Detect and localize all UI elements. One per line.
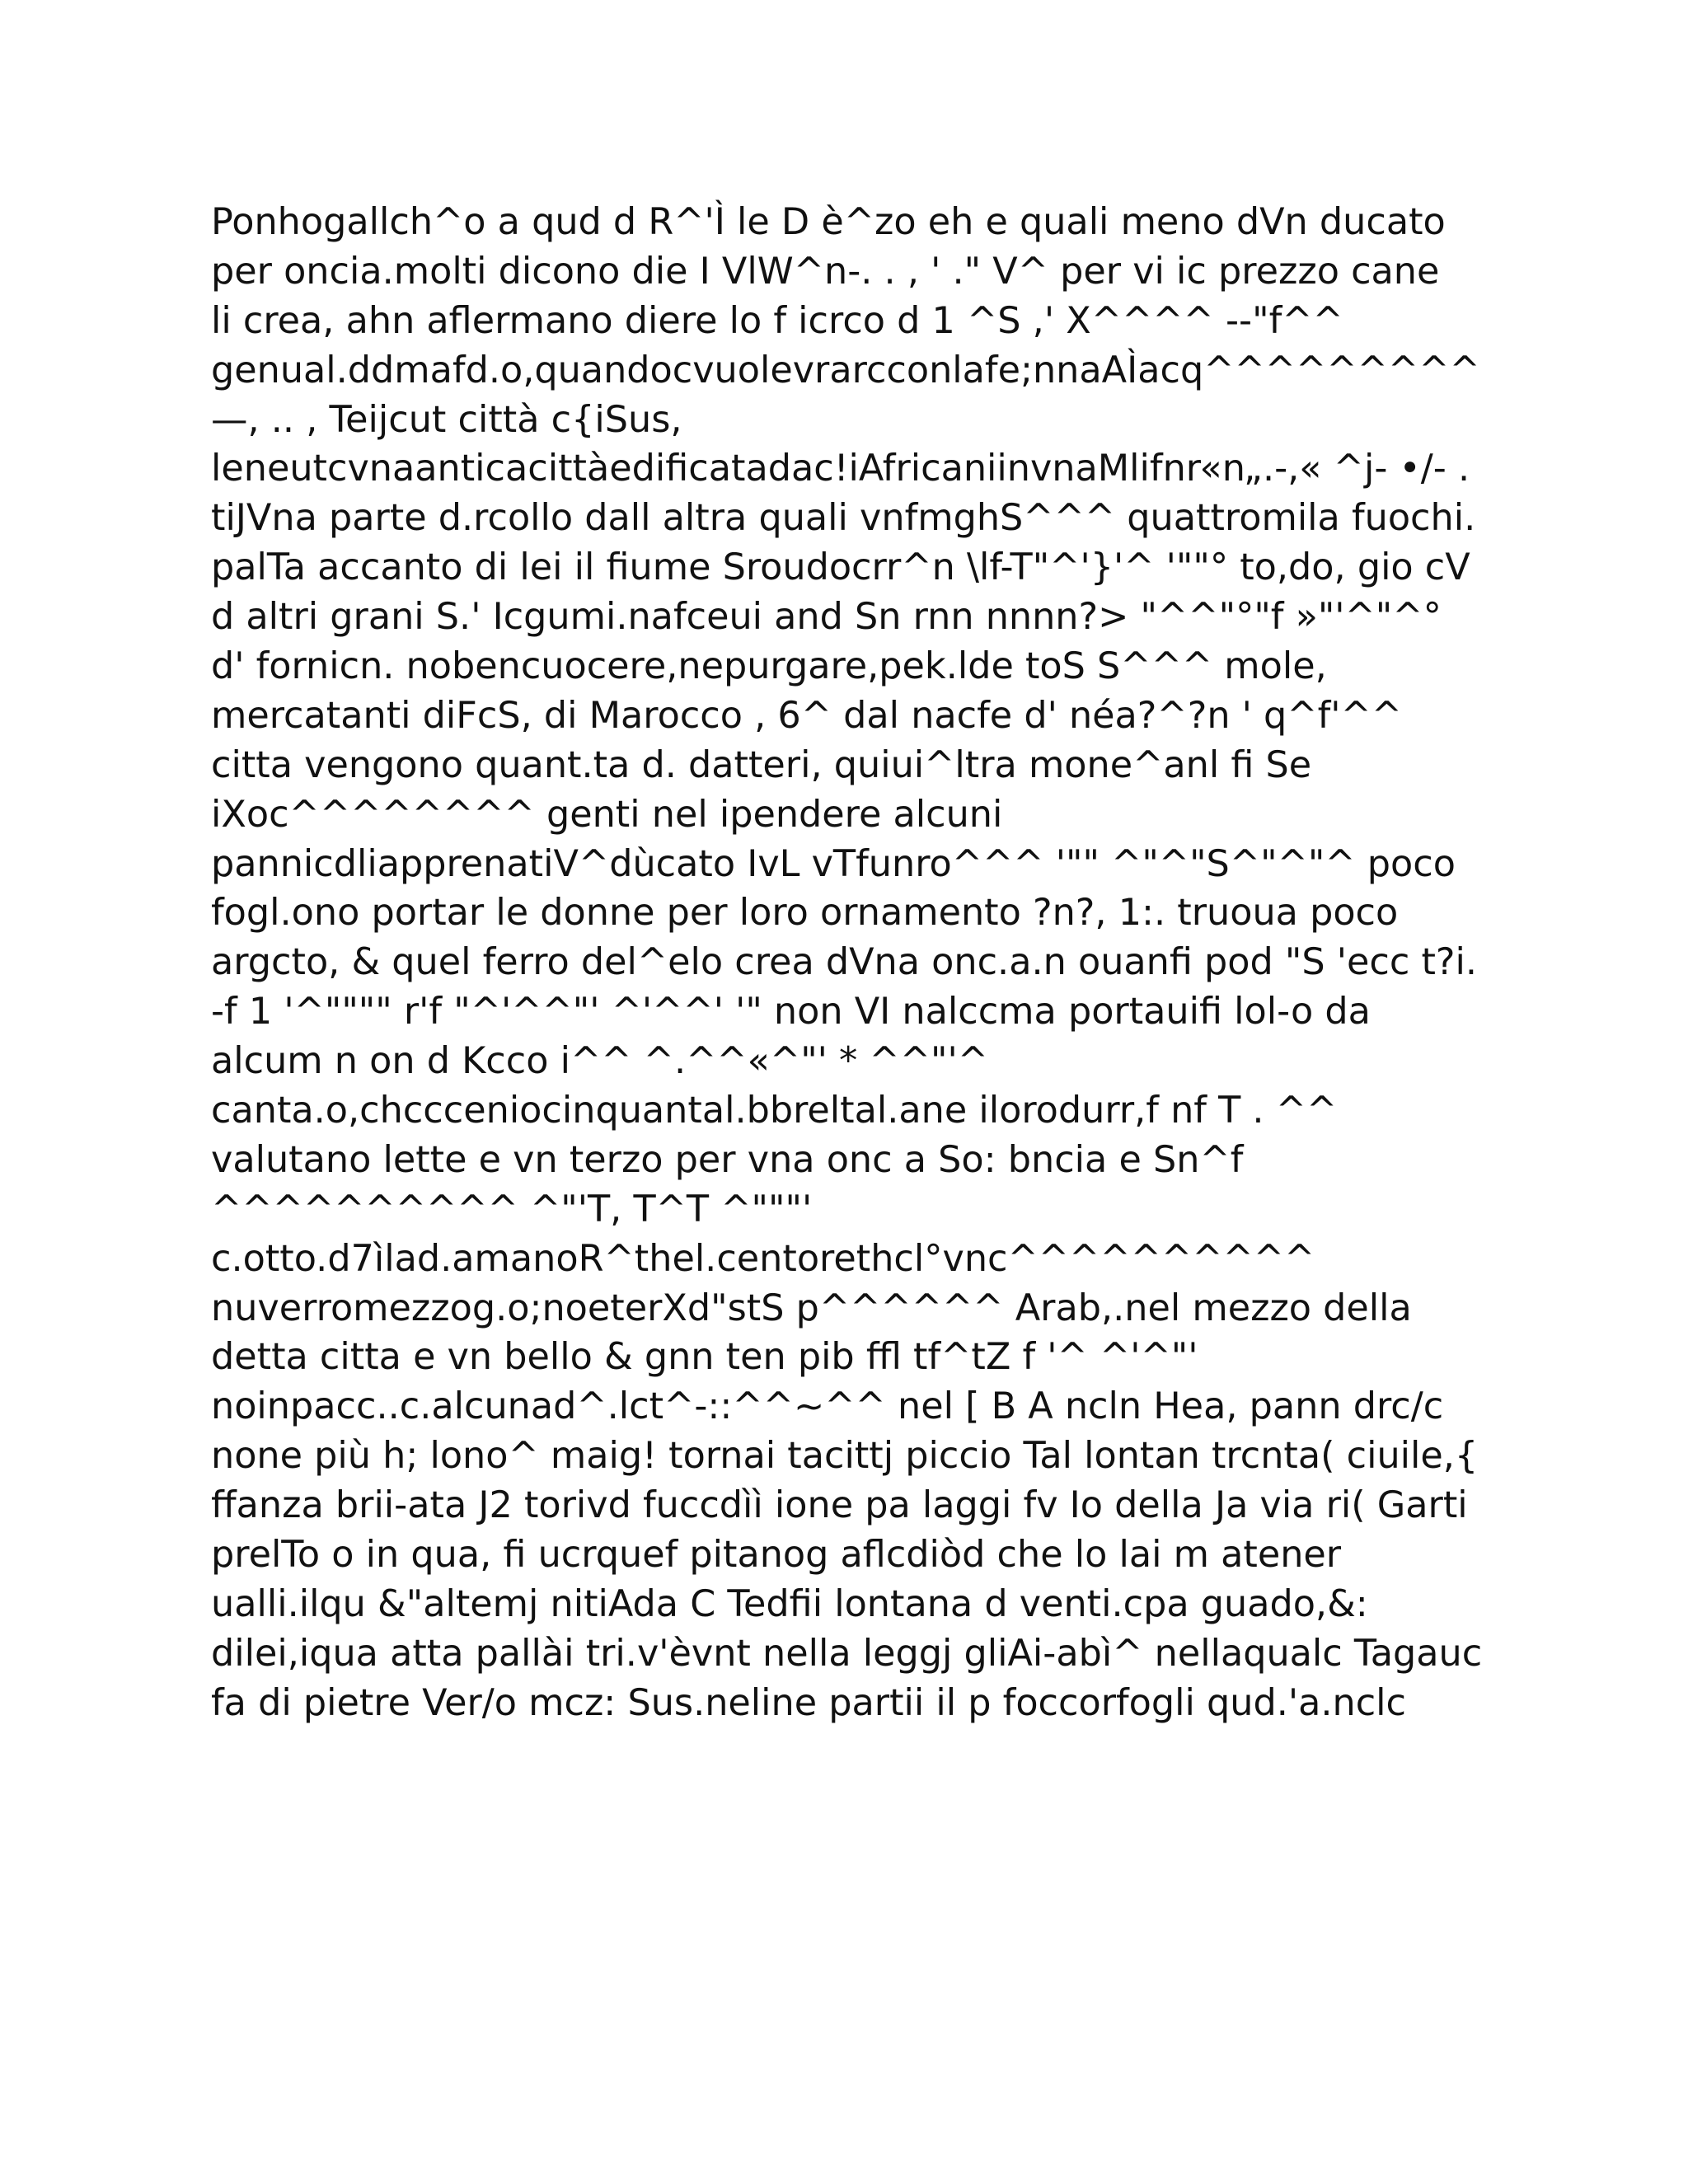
text-line: pannicdliapprenatiV^dùcato IvL vTfunro^^^ '"" ^"^"S^"^"^ poco [211, 842, 1456, 885]
body-text [211, 198, 1497, 1728]
text-line: prelTo o in qua, fi ucrquef pitanog aflcdiòd che lo lai m atener [211, 1534, 1342, 1577]
text-line: li crea, ahn aflermano diere lo f icrco d 1 ^S ,' X^^^^ --"f^^ [211, 299, 1343, 342]
text-line: none più h; lono^ maig! tornai tacittj piccio Tal lontan trcnta( ciuile,{ [211, 1435, 1479, 1478]
text-line: —, .. , Teijcut città c{iSus, [211, 398, 682, 441]
text-line: noinpacc..c.alcunad^.lct^-::^^~^^ nel [ B A ncln Hea, pann drc/c [211, 1385, 1444, 1428]
text-line: tiJVna parte d.rcollo dall altra quali vnfmghS^^^ quattromila fuochi. [211, 497, 1476, 540]
text-line: per oncia.molti dicono die I VlW^n-. . , ' ." V^ per vi ic prezzo cane [211, 250, 1440, 293]
text-line: nuverromezzog.o;noeterXd"stS p^^^^^^ Arab,.nel mezzo della [211, 1286, 1412, 1329]
text-line: d altri grani S.' Icgumi.nafceui and Sn rnn nnnn?> "^^"°"f »"'^"^° [211, 596, 1442, 639]
text-line: detta citta e vn bello & gnn ten pib ffl tf^tZ f '^ ^'^"' [211, 1336, 1198, 1379]
text-line: dilei,iqua atta pallài tri.v'èvnt nella leggj gliAi-abì^ nellaqualc Tagauc [211, 1632, 1483, 1675]
text-line: -f 1 '^"""" r'f "^'^^"' ^'^^' '" non VI nalccma portauifi lol-o da [211, 991, 1371, 1033]
text-line: iXoc^^^^^^^^ genti nel ipendere alcuni [211, 793, 1003, 836]
text-line: citta vengono quant.ta d. datteri, quiui^ltra mone^anl fi Se [211, 743, 1312, 786]
text-line: fogl.ono portar le donne per loro ornamento ?n?, 1:. truoua poco [211, 892, 1399, 935]
text-line: ualli.ilqu &"altemj nitiAda C Tedfii lontana d venti.cpa guado,&: [211, 1582, 1368, 1625]
text-line: Ponhogallch^o a qud d R^'Ì le D è^zo eh e quali meno dVn ducato [211, 201, 1446, 243]
text-line: valutano lette e vn terzo per vna onc a So: bncia e Sn^f [211, 1138, 1244, 1181]
text-line: canta.o,chccceniocinquantal.bbreltal.ane ilorodurr,f nf T . ^^ [211, 1090, 1338, 1132]
text-line: leneutcvnaanticacittàedificatadac!iAfricaniinvnaMlifnr«n„.-,« ^j- •/- . [211, 448, 1470, 490]
text-line: ffanza brii-ata J2 torivd fuccdìì ione pa laggi fv Io della Ja via ri( Garti [211, 1484, 1468, 1527]
text-line: mercatanti diFcS, di Marocco , 6^ dal nacfe d' néa?^?n ' q^f'^^ [211, 694, 1403, 737]
text-line: argcto, & quel ferro del^elo crea dVna onc.a.n ouanfi pod "S 'ecc t?i. [211, 941, 1478, 984]
text-line: c.otto.d7ìlad.amanoR^thel.centorethcl°vnc^^^^^^^^^^ [211, 1237, 1315, 1280]
text-line: ^^^^^^^^^^ ^"'T, T^T ^"""' [211, 1188, 813, 1230]
text-line: palTa accanto di lei il fiume Sroudocrr^n \lf-T"^'}'^ '""° to,do, gio cV [211, 546, 1470, 589]
text-line: fa di pietre Ver/o mcz: Sus.neline partii il p foccorfogli qud.'a.nclc [211, 1681, 1407, 1724]
text-line: alcum n on d Kcco i^^ ^.^^«^"' * ^^"'^ [211, 1040, 988, 1083]
text-line: genual.ddmafd.o,quandocvuolevrarcconlafe;nnaAÌacq^^^^^^^^^ [211, 349, 1480, 391]
text-line: d' fornicn. nobencuocere,nepurgare,pek.lde toS S^^^ mole, [211, 645, 1327, 688]
